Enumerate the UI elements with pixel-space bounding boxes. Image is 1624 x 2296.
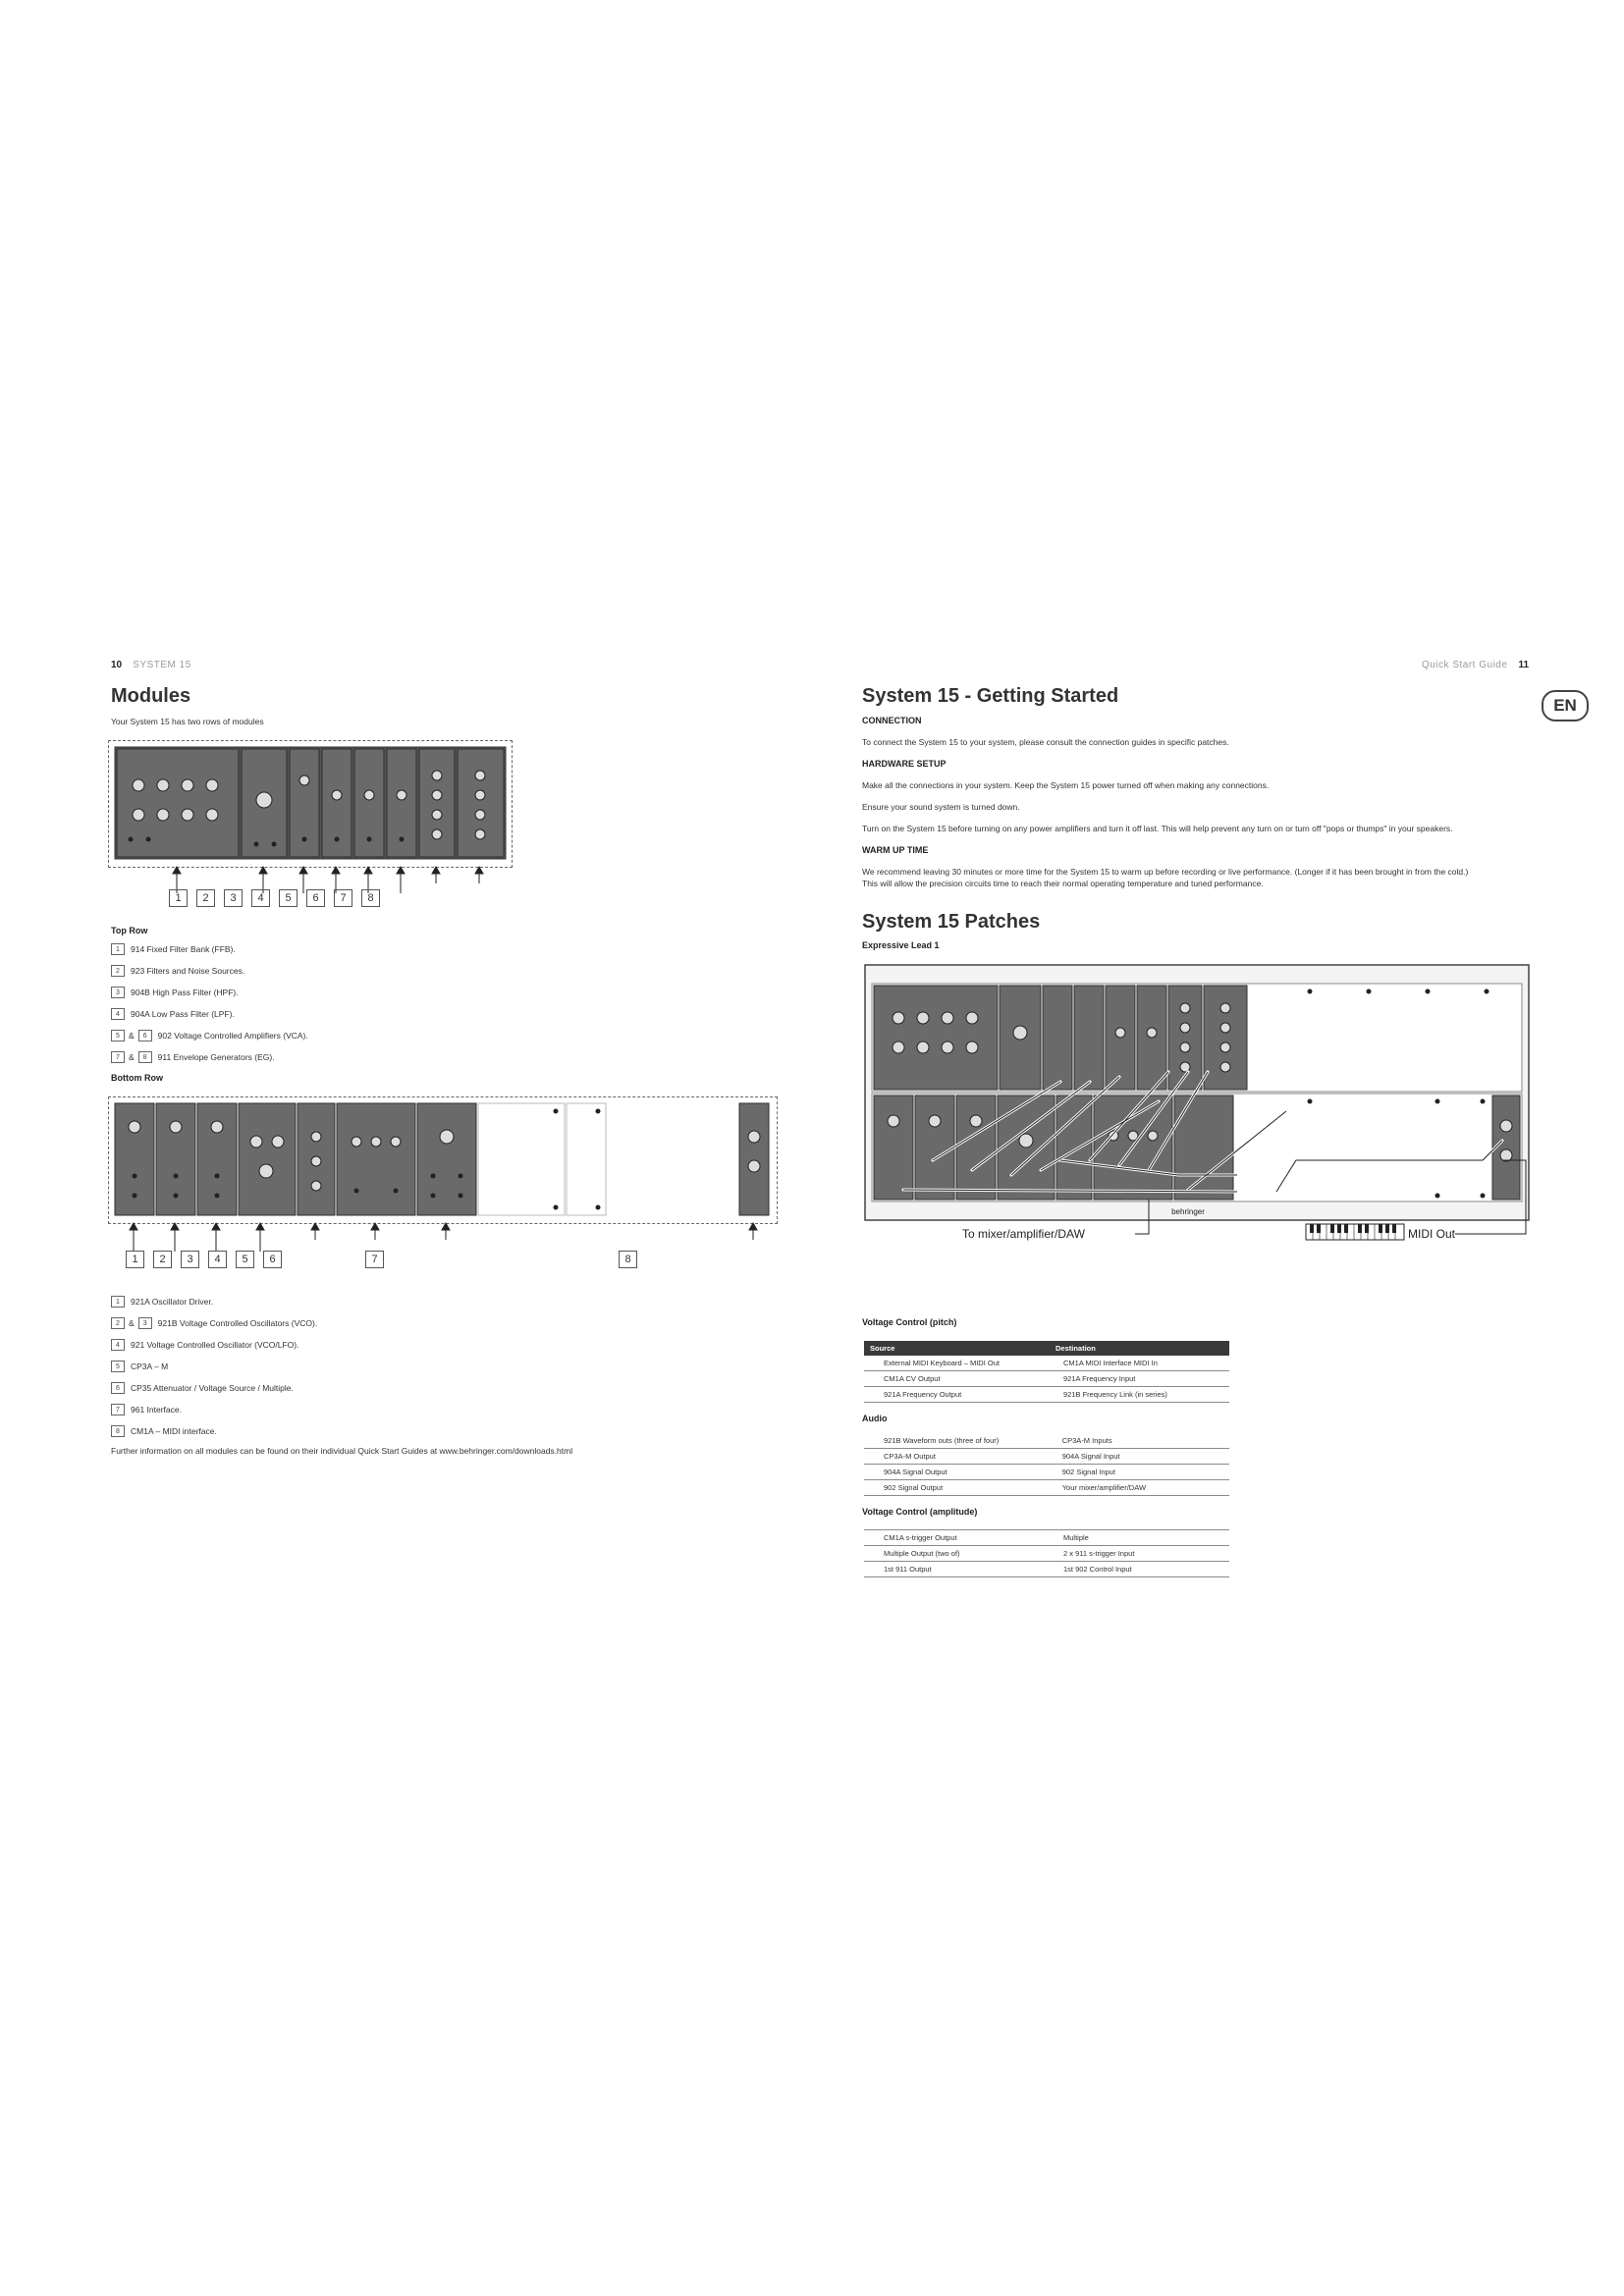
list-item: 1 914 Fixed Filter Bank (FFB). [111,938,308,960]
connection-text: To connect the System 15 to your system, please consult the connection guides in specific patches. [862,737,1229,747]
table-row: 904A Signal Output 902 Signal Input [864,1465,1229,1480]
vc-pitch-table [864,1341,1229,1403]
right-page-header [1422,660,1529,670]
diagram-brand-label: behringer [1171,1207,1205,1216]
right-running-header: Quick Start Guide [1422,660,1508,670]
patches-title: System 15 Patches [862,911,1041,933]
top-callout-2: 2 [196,889,215,907]
patch-diagram [864,964,1532,1241]
left-page-header [111,660,191,670]
audio-table [864,1433,1229,1496]
top-row-callout-row [169,889,380,907]
top-row-heading: Top Row [111,926,148,935]
top-callout-4: 4 [251,889,270,907]
list-item: 2 923 Filters and Noise Sources. [111,960,308,982]
language-badge: EN [1542,690,1589,721]
hardware-text-3: Turn on the System 15 before turning on any power amplifiers and turn it off last. This will help prevent any turn on or turn off "pops or thumps" in your speakers. [862,824,1453,833]
top-callout-1: 1 [169,889,188,907]
top-row-modules-drawing [109,741,512,867]
left-running-header: SYSTEM 15 [133,660,191,670]
midi-out-label: MIDI Out [1408,1227,1456,1241]
modules-intro: Your System 15 has two rows of modules [111,717,264,726]
hardware-heading: HARDWARE SETUP [862,759,947,769]
table-row: 1st 911 Output 1st 902 Control Input [864,1562,1229,1577]
list-item: 7 961 Interface. [111,1399,317,1420]
list-item: 6 CP35 Attenuator / Voltage Source / Multiple. [111,1377,317,1399]
list-item: 8 CM1A – MIDI interface. [111,1420,317,1442]
warmup-text-2: This will allow the precision circuits time to reach their normal operating temperature and tuned performance. [862,879,1264,888]
table-row: 921B Waveform outs (three of four) CP3A-M Inputs [864,1433,1229,1449]
hardware-text-2: Ensure your sound system is turned down. [862,802,1020,812]
bottom-callout-2: 2 [153,1251,172,1268]
source-column-header: Source [864,1341,1050,1356]
table-row: CM1A CV Output 921A Frequency Input [864,1371,1229,1387]
table-row: Multiple Output (two of) 2 x 911 s-trigger Input [864,1546,1229,1562]
bottom-row-modules-drawing [109,1097,777,1223]
warmup-text-1: We recommend leaving 30 minutes or more time for the System 15 to warm up before recording or live performance. (Longer if it has been brought in from the cold.) [862,867,1469,877]
list-item: 7 & 8 911 Envelope Generators (EG). [111,1046,308,1068]
connection-heading: CONNECTION [862,716,922,725]
list-item: 3 904B High Pass Filter (HPF). [111,982,308,1003]
top-callout-5: 5 [279,889,298,907]
table-row: CM1A s-trigger Output Multiple [864,1530,1229,1546]
bottom-callout-8: 8 [619,1251,637,1268]
bottom-row-rack-illustration [108,1096,778,1224]
audio-heading: Audio [862,1414,888,1423]
bottom-callout-4: 4 [208,1251,227,1268]
list-item: 2 & 3 921B Voltage Controlled Oscillators (VCO). [111,1312,317,1334]
hardware-text-1: Make all the connections in your system. Keep the System 15 power turned off when making any connections. [862,780,1270,790]
table-row: External MIDI Keyboard – MIDI Out CM1A MIDI Interface MIDI In [864,1356,1229,1371]
bottom-callout-7: 7 [365,1251,384,1268]
list-item: 1 921A Oscillator Driver. [111,1291,317,1312]
table-row: 902 Signal Output Your mixer/amplifier/DAW [864,1480,1229,1496]
patch-diagram-drawing [864,964,1532,1241]
vc-pitch-heading: Voltage Control (pitch) [862,1317,957,1327]
list-item: 4 921 Voltage Controlled Oscillator (VCO/LFO). [111,1334,317,1356]
bottom-callout-3: 3 [181,1251,199,1268]
vc-amp-table [864,1529,1229,1577]
list-item: 5 & 6 902 Voltage Controlled Amplifiers (VCA). [111,1025,308,1046]
bottom-row-list [111,1291,317,1442]
patch-name: Expressive Lead 1 [862,940,940,950]
bottom-callout-5: 5 [236,1251,254,1268]
bottom-callout-6: 6 [263,1251,282,1268]
bottom-row-heading: Bottom Row [111,1073,163,1083]
bottom-callout-1: 1 [126,1251,144,1268]
top-callout-3: 3 [224,889,243,907]
table-row: 921A Frequency Output 921B Frequency Link (in series) [864,1387,1229,1403]
top-callout-7: 7 [334,889,352,907]
midi-keyboard-icon [1306,1224,1404,1240]
table-row: CP3A-M Output 904A Signal Input [864,1449,1229,1465]
destination-column-header: Destination [1050,1341,1229,1356]
bottom-row-callout-row [126,1251,282,1268]
getting-started-title: System 15 - Getting Started [862,685,1119,707]
top-row-list [111,938,308,1068]
top-row-rack-illustration [108,740,513,868]
modules-title: Modules [111,685,191,707]
warmup-heading: WARM UP TIME [862,845,929,855]
top-callout-8: 8 [361,889,380,907]
further-info: Further information on all modules can be found on their individual Quick Start Guides at www.behringer.com/downloads.html [111,1446,573,1456]
left-page-number: 10 [111,660,123,670]
vc-amp-heading: Voltage Control (amplitude) [862,1507,978,1517]
list-item: 4 904A Low Pass Filter (LPF). [111,1003,308,1025]
top-callout-6: 6 [306,889,325,907]
right-page-number: 11 [1518,660,1530,670]
mixer-output-label: To mixer/amplifier/DAW [962,1227,1085,1241]
list-item: 5 CP3A – M [111,1356,317,1377]
